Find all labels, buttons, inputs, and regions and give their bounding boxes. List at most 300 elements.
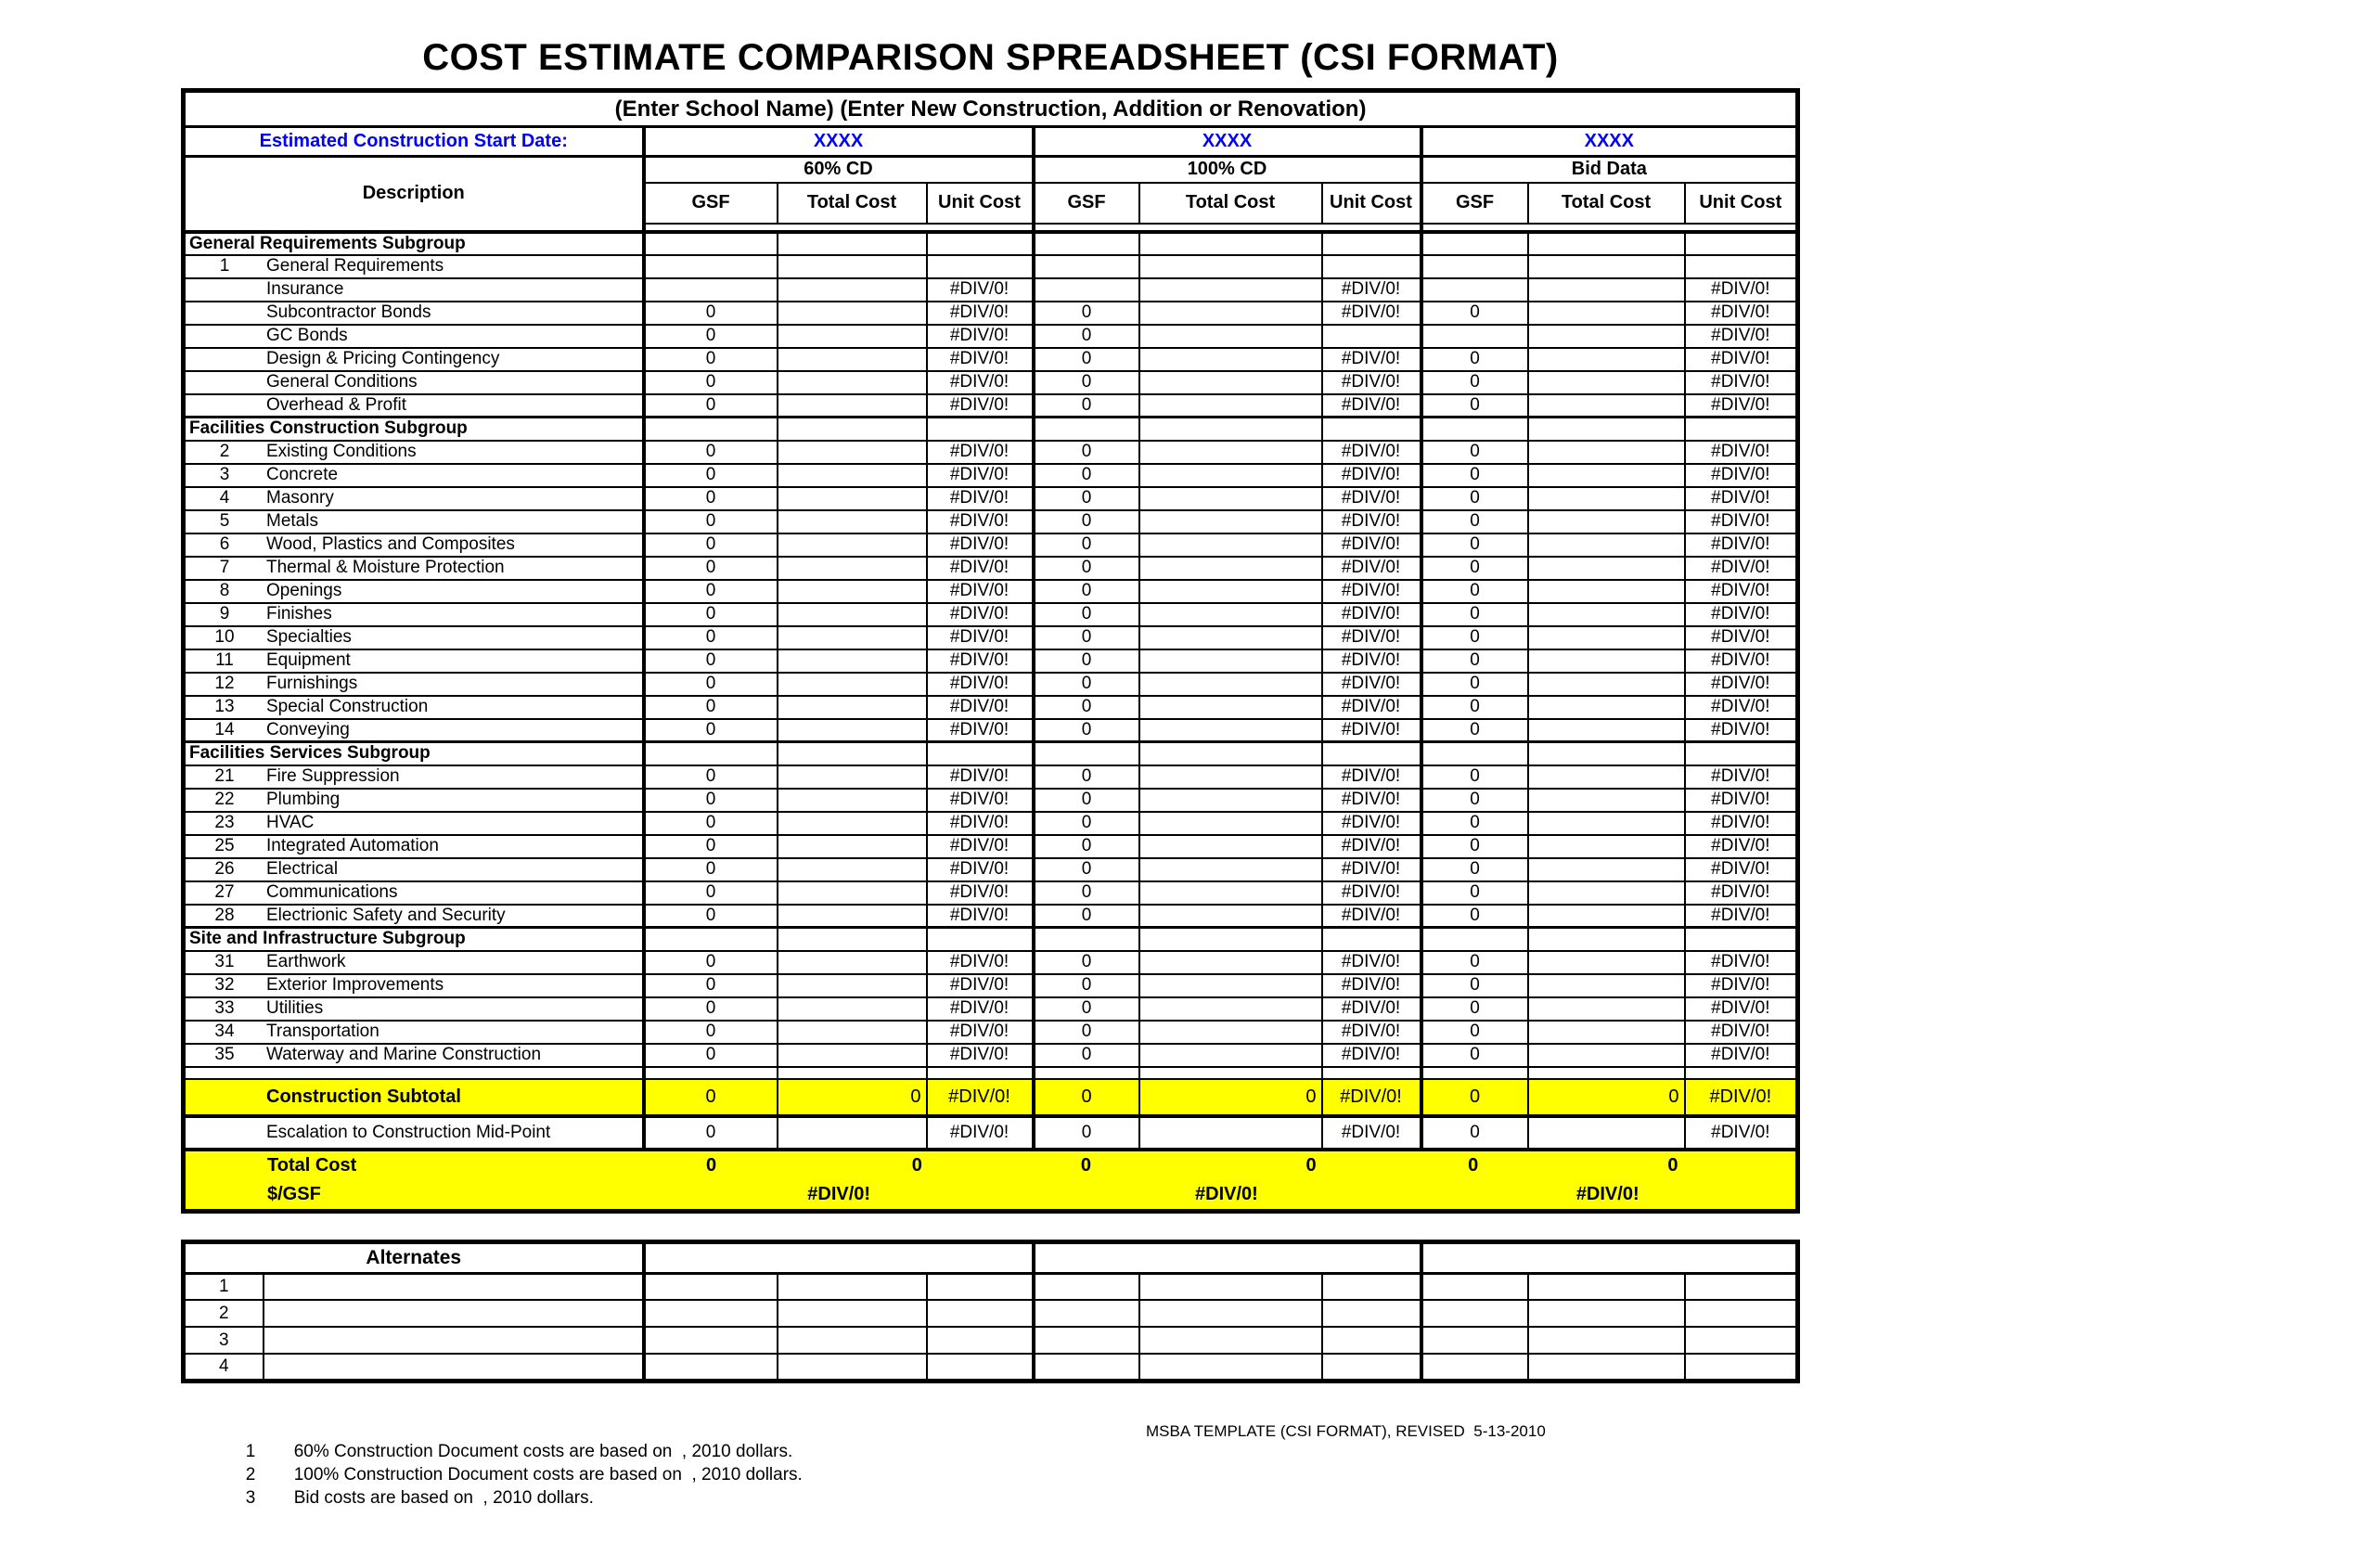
value-cell[interactable]: 0 — [1034, 557, 1139, 580]
value-cell[interactable] — [1139, 974, 1322, 997]
value-cell[interactable]: #DIV/0! — [927, 441, 1034, 464]
value-cell[interactable] — [1139, 789, 1322, 812]
value-cell[interactable]: 0 — [778, 1079, 927, 1116]
value-cell[interactable] — [1528, 371, 1685, 394]
value-cell[interactable]: #DIV/0! — [1685, 1021, 1798, 1044]
alternate-value-cell[interactable] — [644, 1300, 778, 1327]
value-cell[interactable] — [778, 348, 927, 371]
value-cell[interactable]: #DIV/0! — [1322, 673, 1421, 696]
value-cell[interactable]: 0 — [1421, 603, 1528, 626]
value-cell[interactable]: 0 — [1034, 371, 1139, 394]
value-cell[interactable]: #DIV/0! — [1685, 881, 1798, 905]
value-cell[interactable]: #DIV/0! — [1322, 603, 1421, 626]
value-cell[interactable]: #DIV/0! — [1322, 371, 1421, 394]
value-cell[interactable]: 0 — [1034, 348, 1139, 371]
value-cell[interactable]: #DIV/0! — [1685, 348, 1798, 371]
value-cell[interactable]: 0 — [644, 951, 778, 974]
value-cell[interactable] — [1139, 557, 1322, 580]
value-cell[interactable]: 0 — [644, 533, 778, 557]
value-cell[interactable]: 0 — [1421, 835, 1528, 858]
value-cell[interactable]: #DIV/0! — [927, 533, 1034, 557]
alternate-value-cell[interactable] — [927, 1327, 1034, 1354]
value-cell[interactable]: #DIV/0! — [1322, 951, 1421, 974]
total-cost-value[interactable]: 0 — [911, 1154, 922, 1176]
value-cell[interactable]: 0 — [1421, 1021, 1528, 1044]
value-cell[interactable]: #DIV/0! — [927, 302, 1034, 325]
value-cell[interactable]: 0 — [1034, 765, 1139, 789]
value-cell[interactable]: 0 — [1421, 394, 1528, 418]
value-cell[interactable]: 0 — [644, 974, 778, 997]
value-cell[interactable]: #DIV/0! — [1322, 441, 1421, 464]
value-cell[interactable]: #DIV/0! — [927, 951, 1034, 974]
value-cell[interactable]: #DIV/0! — [927, 487, 1034, 510]
alternate-value-cell[interactable] — [1421, 1354, 1528, 1381]
value-cell[interactable]: 0 — [644, 905, 778, 928]
value-cell[interactable] — [1139, 580, 1322, 603]
value-cell[interactable] — [1139, 719, 1322, 742]
value-cell[interactable]: #DIV/0! — [1685, 487, 1798, 510]
value-cell[interactable] — [1034, 278, 1139, 302]
value-cell[interactable]: 0 — [1421, 997, 1528, 1021]
value-cell[interactable]: #DIV/0! — [1685, 812, 1798, 835]
value-cell[interactable] — [1528, 464, 1685, 487]
value-cell[interactable]: #DIV/0! — [1322, 905, 1421, 928]
value-cell[interactable] — [1528, 325, 1685, 348]
value-cell[interactable]: #DIV/0! — [1685, 765, 1798, 789]
value-cell[interactable]: 0 — [644, 789, 778, 812]
value-cell[interactable] — [1139, 881, 1322, 905]
value-cell[interactable]: 0 — [644, 719, 778, 742]
value-cell[interactable]: #DIV/0! — [1685, 302, 1798, 325]
total-cost-value[interactable]: 0 — [1667, 1154, 1678, 1176]
value-cell[interactable] — [778, 302, 927, 325]
value-cell[interactable]: #DIV/0! — [927, 789, 1034, 812]
value-cell[interactable]: #DIV/0! — [1685, 1116, 1798, 1150]
value-cell[interactable] — [778, 487, 927, 510]
value-cell[interactable] — [1139, 997, 1322, 1021]
value-cell[interactable] — [1528, 348, 1685, 371]
value-cell[interactable] — [1139, 858, 1322, 881]
value-cell[interactable]: 0 — [1034, 580, 1139, 603]
value-cell[interactable]: 0 — [1034, 835, 1139, 858]
value-cell[interactable]: #DIV/0! — [927, 997, 1034, 1021]
start-date-value-bid[interactable]: XXXX — [1421, 127, 1798, 157]
value-cell[interactable]: 0 — [1421, 719, 1528, 742]
alternate-value-cell[interactable] — [927, 1273, 1034, 1300]
value-cell[interactable]: #DIV/0! — [1685, 557, 1798, 580]
value-cell[interactable] — [778, 673, 927, 696]
value-cell[interactable]: #DIV/0! — [927, 464, 1034, 487]
value-cell[interactable]: #DIV/0! — [927, 696, 1034, 719]
value-cell[interactable] — [1139, 278, 1322, 302]
value-cell[interactable] — [778, 835, 927, 858]
value-cell[interactable]: 0 — [1034, 1116, 1139, 1150]
value-cell[interactable]: #DIV/0! — [927, 858, 1034, 881]
value-cell[interactable]: #DIV/0! — [1685, 464, 1798, 487]
value-cell[interactable]: #DIV/0! — [1322, 510, 1421, 533]
alternate-value-cell[interactable] — [1528, 1354, 1685, 1381]
alternate-value-cell[interactable] — [1034, 1354, 1139, 1381]
value-cell[interactable]: #DIV/0! — [1322, 858, 1421, 881]
value-cell[interactable]: 0 — [1034, 533, 1139, 557]
value-cell[interactable] — [1421, 255, 1528, 278]
value-cell[interactable]: #DIV/0! — [927, 719, 1034, 742]
value-cell[interactable] — [1139, 626, 1322, 649]
value-cell[interactable] — [778, 278, 927, 302]
value-cell[interactable]: 0 — [1421, 510, 1528, 533]
value-cell[interactable]: 0 — [644, 510, 778, 533]
start-date-value-60cd[interactable]: XXXX — [644, 127, 1034, 157]
per-gsf-value[interactable]: #DIV/0! — [1575, 1183, 1639, 1204]
value-cell[interactable] — [778, 580, 927, 603]
value-cell[interactable]: 0 — [644, 812, 778, 835]
value-cell[interactable]: 0 — [1034, 394, 1139, 418]
alternate-value-cell[interactable] — [1322, 1300, 1421, 1327]
value-cell[interactable]: #DIV/0! — [1322, 1116, 1421, 1150]
value-cell[interactable]: 0 — [1034, 464, 1139, 487]
value-cell[interactable]: 0 — [1421, 464, 1528, 487]
value-cell[interactable]: 0 — [1034, 626, 1139, 649]
value-cell[interactable]: #DIV/0! — [927, 974, 1034, 997]
start-date-value-100cd[interactable]: XXXX — [1034, 127, 1421, 157]
value-cell[interactable] — [778, 997, 927, 1021]
value-cell[interactable]: #DIV/0! — [927, 626, 1034, 649]
value-cell[interactable]: 0 — [644, 881, 778, 905]
value-cell[interactable]: 0 — [1034, 510, 1139, 533]
total-gsf-value[interactable]: 0 — [1468, 1154, 1479, 1176]
value-cell[interactable]: 0 — [644, 673, 778, 696]
value-cell[interactable]: #DIV/0! — [1322, 835, 1421, 858]
value-cell[interactable] — [778, 533, 927, 557]
value-cell[interactable] — [1528, 719, 1685, 742]
value-cell[interactable] — [1139, 371, 1322, 394]
value-cell[interactable]: 0 — [1034, 719, 1139, 742]
value-cell[interactable] — [778, 255, 927, 278]
alternate-value-cell[interactable] — [1139, 1354, 1322, 1381]
value-cell[interactable]: #DIV/0! — [1685, 626, 1798, 649]
value-cell[interactable] — [778, 394, 927, 418]
value-cell[interactable]: 0 — [644, 580, 778, 603]
value-cell[interactable] — [1528, 858, 1685, 881]
value-cell[interactable] — [1421, 325, 1528, 348]
value-cell[interactable] — [1139, 673, 1322, 696]
value-cell[interactable] — [1139, 441, 1322, 464]
value-cell[interactable] — [1528, 1116, 1685, 1150]
value-cell[interactable]: 0 — [1421, 951, 1528, 974]
alternate-value-cell[interactable] — [778, 1327, 927, 1354]
value-cell[interactable] — [778, 441, 927, 464]
value-cell[interactable] — [644, 278, 778, 302]
value-cell[interactable] — [1528, 580, 1685, 603]
value-cell[interactable] — [1139, 394, 1322, 418]
total-gsf-value[interactable]: 0 — [1080, 1154, 1091, 1176]
value-cell[interactable]: #DIV/0! — [1322, 696, 1421, 719]
value-cell[interactable]: 0 — [1034, 974, 1139, 997]
value-cell[interactable]: #DIV/0! — [927, 905, 1034, 928]
value-cell[interactable]: 0 — [1528, 1079, 1685, 1116]
value-cell[interactable]: 0 — [644, 649, 778, 673]
value-cell[interactable] — [1528, 649, 1685, 673]
value-cell[interactable]: 0 — [1034, 487, 1139, 510]
value-cell[interactable] — [1528, 1021, 1685, 1044]
value-cell[interactable]: 0 — [644, 858, 778, 881]
alternate-value-cell[interactable] — [1322, 1273, 1421, 1300]
alternate-value-cell[interactable] — [778, 1273, 927, 1300]
value-cell[interactable]: #DIV/0! — [1322, 1079, 1421, 1116]
value-cell[interactable]: #DIV/0! — [1685, 371, 1798, 394]
value-cell[interactable]: #DIV/0! — [1322, 789, 1421, 812]
value-cell[interactable]: #DIV/0! — [1685, 278, 1798, 302]
value-cell[interactable] — [1528, 951, 1685, 974]
value-cell[interactable] — [1528, 302, 1685, 325]
value-cell[interactable] — [778, 603, 927, 626]
value-cell[interactable]: #DIV/0! — [927, 557, 1034, 580]
value-cell[interactable]: #DIV/0! — [927, 325, 1034, 348]
value-cell[interactable]: #DIV/0! — [1322, 719, 1421, 742]
value-cell[interactable]: #DIV/0! — [1322, 1044, 1421, 1067]
value-cell[interactable] — [1528, 789, 1685, 812]
value-cell[interactable]: 0 — [644, 302, 778, 325]
value-cell[interactable] — [778, 858, 927, 881]
per-gsf-value[interactable]: #DIV/0! — [1195, 1183, 1258, 1204]
value-cell[interactable]: 0 — [1034, 302, 1139, 325]
value-cell[interactable]: 0 — [1034, 1079, 1139, 1116]
value-cell[interactable]: 0 — [1421, 1116, 1528, 1150]
value-cell[interactable] — [1528, 255, 1685, 278]
value-cell[interactable]: #DIV/0! — [1322, 812, 1421, 835]
value-cell[interactable]: #DIV/0! — [1322, 302, 1421, 325]
value-cell[interactable]: 0 — [1421, 881, 1528, 905]
alternate-value-cell[interactable] — [644, 1327, 778, 1354]
value-cell[interactable]: #DIV/0! — [927, 510, 1034, 533]
value-cell[interactable] — [778, 557, 927, 580]
value-cell[interactable]: 0 — [644, 765, 778, 789]
value-cell[interactable] — [1139, 1044, 1322, 1067]
value-cell[interactable] — [1139, 835, 1322, 858]
value-cell[interactable]: 0 — [1034, 997, 1139, 1021]
value-cell[interactable]: 0 — [1421, 696, 1528, 719]
value-cell[interactable]: #DIV/0! — [1685, 974, 1798, 997]
value-cell[interactable]: 0 — [1034, 696, 1139, 719]
value-cell[interactable]: #DIV/0! — [1322, 1021, 1421, 1044]
value-cell[interactable]: #DIV/0! — [1322, 557, 1421, 580]
value-cell[interactable]: 0 — [644, 997, 778, 1021]
value-cell[interactable]: #DIV/0! — [927, 881, 1034, 905]
value-cell[interactable] — [778, 325, 927, 348]
value-cell[interactable]: 0 — [644, 696, 778, 719]
value-cell[interactable] — [778, 905, 927, 928]
value-cell[interactable]: 0 — [1421, 905, 1528, 928]
value-cell[interactable]: 0 — [1034, 789, 1139, 812]
value-cell[interactable]: 0 — [1034, 951, 1139, 974]
value-cell[interactable] — [778, 464, 927, 487]
value-cell[interactable]: 0 — [1034, 673, 1139, 696]
value-cell[interactable] — [1139, 765, 1322, 789]
alternate-value-cell[interactable] — [1685, 1354, 1798, 1381]
value-cell[interactable] — [1139, 951, 1322, 974]
value-cell[interactable]: #DIV/0! — [927, 835, 1034, 858]
value-cell[interactable]: #DIV/0! — [1322, 974, 1421, 997]
value-cell[interactable]: #DIV/0! — [927, 812, 1034, 835]
alternate-value-cell[interactable] — [1421, 1327, 1528, 1354]
value-cell[interactable]: #DIV/0! — [1322, 487, 1421, 510]
value-cell[interactable] — [778, 626, 927, 649]
school-name-cell[interactable]: (Enter School Name) (Enter New Construction, Addition or Renovation) — [184, 91, 1798, 127]
value-cell[interactable]: #DIV/0! — [1685, 325, 1798, 348]
value-cell[interactable]: 0 — [1421, 673, 1528, 696]
value-cell[interactable] — [778, 696, 927, 719]
value-cell[interactable] — [1139, 905, 1322, 928]
value-cell[interactable]: 0 — [1421, 974, 1528, 997]
value-cell[interactable]: #DIV/0! — [1685, 580, 1798, 603]
alternate-value-cell[interactable] — [1322, 1354, 1421, 1381]
value-cell[interactable]: #DIV/0! — [1685, 673, 1798, 696]
value-cell[interactable]: #DIV/0! — [1685, 997, 1798, 1021]
total-cost-value[interactable]: 0 — [1305, 1154, 1317, 1176]
value-cell[interactable]: 0 — [1421, 789, 1528, 812]
value-cell[interactable]: #DIV/0! — [1685, 1079, 1798, 1116]
value-cell[interactable]: 0 — [1034, 858, 1139, 881]
value-cell[interactable] — [1139, 1021, 1322, 1044]
value-cell[interactable]: #DIV/0! — [1685, 1044, 1798, 1067]
value-cell[interactable]: #DIV/0! — [1685, 394, 1798, 418]
value-cell[interactable]: 0 — [1421, 557, 1528, 580]
value-cell[interactable]: 0 — [1034, 812, 1139, 835]
value-cell[interactable]: 0 — [1421, 302, 1528, 325]
value-cell[interactable]: #DIV/0! — [1322, 348, 1421, 371]
value-cell[interactable] — [778, 789, 927, 812]
value-cell[interactable] — [1528, 626, 1685, 649]
value-cell[interactable] — [778, 812, 927, 835]
value-cell[interactable] — [1528, 765, 1685, 789]
value-cell[interactable]: #DIV/0! — [927, 1079, 1034, 1116]
alternate-value-cell[interactable] — [778, 1354, 927, 1381]
value-cell[interactable] — [778, 881, 927, 905]
value-cell[interactable] — [1528, 812, 1685, 835]
alternate-value-cell[interactable] — [1685, 1327, 1798, 1354]
value-cell[interactable]: 0 — [1421, 649, 1528, 673]
value-cell[interactable]: 0 — [1421, 580, 1528, 603]
alternate-value-cell[interactable] — [1421, 1300, 1528, 1327]
value-cell[interactable]: 0 — [1034, 905, 1139, 928]
value-cell[interactable] — [778, 1021, 927, 1044]
alternate-value-cell[interactable] — [778, 1300, 927, 1327]
alternate-value-cell[interactable] — [1685, 1273, 1798, 1300]
value-cell[interactable]: #DIV/0! — [927, 673, 1034, 696]
value-cell[interactable]: 0 — [644, 371, 778, 394]
value-cell[interactable]: 0 — [644, 441, 778, 464]
value-cell[interactable]: #DIV/0! — [927, 394, 1034, 418]
alternate-value-cell[interactable] — [927, 1354, 1034, 1381]
value-cell[interactable]: #DIV/0! — [1685, 835, 1798, 858]
alternate-value-cell[interactable] — [1034, 1300, 1139, 1327]
value-cell[interactable] — [1139, 348, 1322, 371]
value-cell[interactable]: 0 — [644, 487, 778, 510]
alternate-value-cell[interactable] — [1139, 1327, 1322, 1354]
value-cell[interactable]: #DIV/0! — [1685, 905, 1798, 928]
value-cell[interactable]: #DIV/0! — [1685, 533, 1798, 557]
alternate-value-cell[interactable] — [644, 1273, 778, 1300]
value-cell[interactable] — [1528, 1044, 1685, 1067]
value-cell[interactable] — [1528, 673, 1685, 696]
value-cell[interactable]: 0 — [1139, 1079, 1322, 1116]
value-cell[interactable] — [1528, 487, 1685, 510]
value-cell[interactable] — [1528, 905, 1685, 928]
value-cell[interactable]: 0 — [644, 626, 778, 649]
value-cell[interactable]: 0 — [644, 557, 778, 580]
value-cell[interactable] — [1528, 881, 1685, 905]
alternate-desc-cell[interactable] — [264, 1354, 644, 1381]
value-cell[interactable]: #DIV/0! — [1322, 580, 1421, 603]
value-cell[interactable]: 0 — [1034, 1044, 1139, 1067]
value-cell[interactable]: 0 — [1421, 348, 1528, 371]
alternate-value-cell[interactable] — [1685, 1300, 1798, 1327]
value-cell[interactable]: #DIV/0! — [1685, 858, 1798, 881]
alternate-value-cell[interactable] — [1322, 1327, 1421, 1354]
value-cell[interactable]: 0 — [644, 394, 778, 418]
value-cell[interactable] — [1139, 1116, 1322, 1150]
value-cell[interactable]: #DIV/0! — [1685, 696, 1798, 719]
value-cell[interactable]: 0 — [644, 1079, 778, 1116]
value-cell[interactable]: 0 — [1034, 881, 1139, 905]
value-cell[interactable]: #DIV/0! — [1685, 510, 1798, 533]
value-cell[interactable] — [1528, 278, 1685, 302]
value-cell[interactable] — [1528, 510, 1685, 533]
value-cell[interactable]: #DIV/0! — [1322, 881, 1421, 905]
value-cell[interactable]: 0 — [1421, 487, 1528, 510]
value-cell[interactable] — [1139, 325, 1322, 348]
value-cell[interactable]: #DIV/0! — [1685, 951, 1798, 974]
value-cell[interactable] — [778, 1044, 927, 1067]
value-cell[interactable]: #DIV/0! — [1322, 533, 1421, 557]
value-cell[interactable]: 0 — [1421, 371, 1528, 394]
alternate-value-cell[interactable] — [1139, 1273, 1322, 1300]
value-cell[interactable]: #DIV/0! — [1322, 765, 1421, 789]
value-cell[interactable]: 0 — [644, 1116, 778, 1150]
value-cell[interactable] — [1528, 997, 1685, 1021]
value-cell[interactable] — [927, 255, 1034, 278]
value-cell[interactable]: #DIV/0! — [927, 278, 1034, 302]
alternate-desc-cell[interactable] — [264, 1300, 644, 1327]
value-cell[interactable] — [1528, 696, 1685, 719]
value-cell[interactable] — [778, 510, 927, 533]
value-cell[interactable]: 0 — [1421, 533, 1528, 557]
value-cell[interactable]: #DIV/0! — [1685, 603, 1798, 626]
value-cell[interactable]: 0 — [644, 1021, 778, 1044]
value-cell[interactable]: #DIV/0! — [927, 1044, 1034, 1067]
value-cell[interactable] — [1034, 255, 1139, 278]
value-cell[interactable] — [1139, 696, 1322, 719]
alternate-desc-cell[interactable] — [264, 1327, 644, 1354]
value-cell[interactable] — [778, 649, 927, 673]
per-gsf-value[interactable]: #DIV/0! — [807, 1183, 871, 1204]
value-cell[interactable]: #DIV/0! — [927, 603, 1034, 626]
alternate-desc-cell[interactable] — [264, 1273, 644, 1300]
value-cell[interactable] — [1528, 394, 1685, 418]
total-gsf-value[interactable]: 0 — [706, 1154, 717, 1176]
alternate-value-cell[interactable] — [1421, 1273, 1528, 1300]
value-cell[interactable]: #DIV/0! — [927, 371, 1034, 394]
value-cell[interactable] — [778, 951, 927, 974]
alternate-value-cell[interactable] — [1528, 1327, 1685, 1354]
value-cell[interactable]: #DIV/0! — [1322, 278, 1421, 302]
value-cell[interactable]: 0 — [1034, 1021, 1139, 1044]
value-cell[interactable] — [1139, 464, 1322, 487]
value-cell[interactable] — [1139, 487, 1322, 510]
value-cell[interactable] — [1139, 255, 1322, 278]
value-cell[interactable]: #DIV/0! — [927, 1116, 1034, 1150]
value-cell[interactable]: 0 — [644, 603, 778, 626]
